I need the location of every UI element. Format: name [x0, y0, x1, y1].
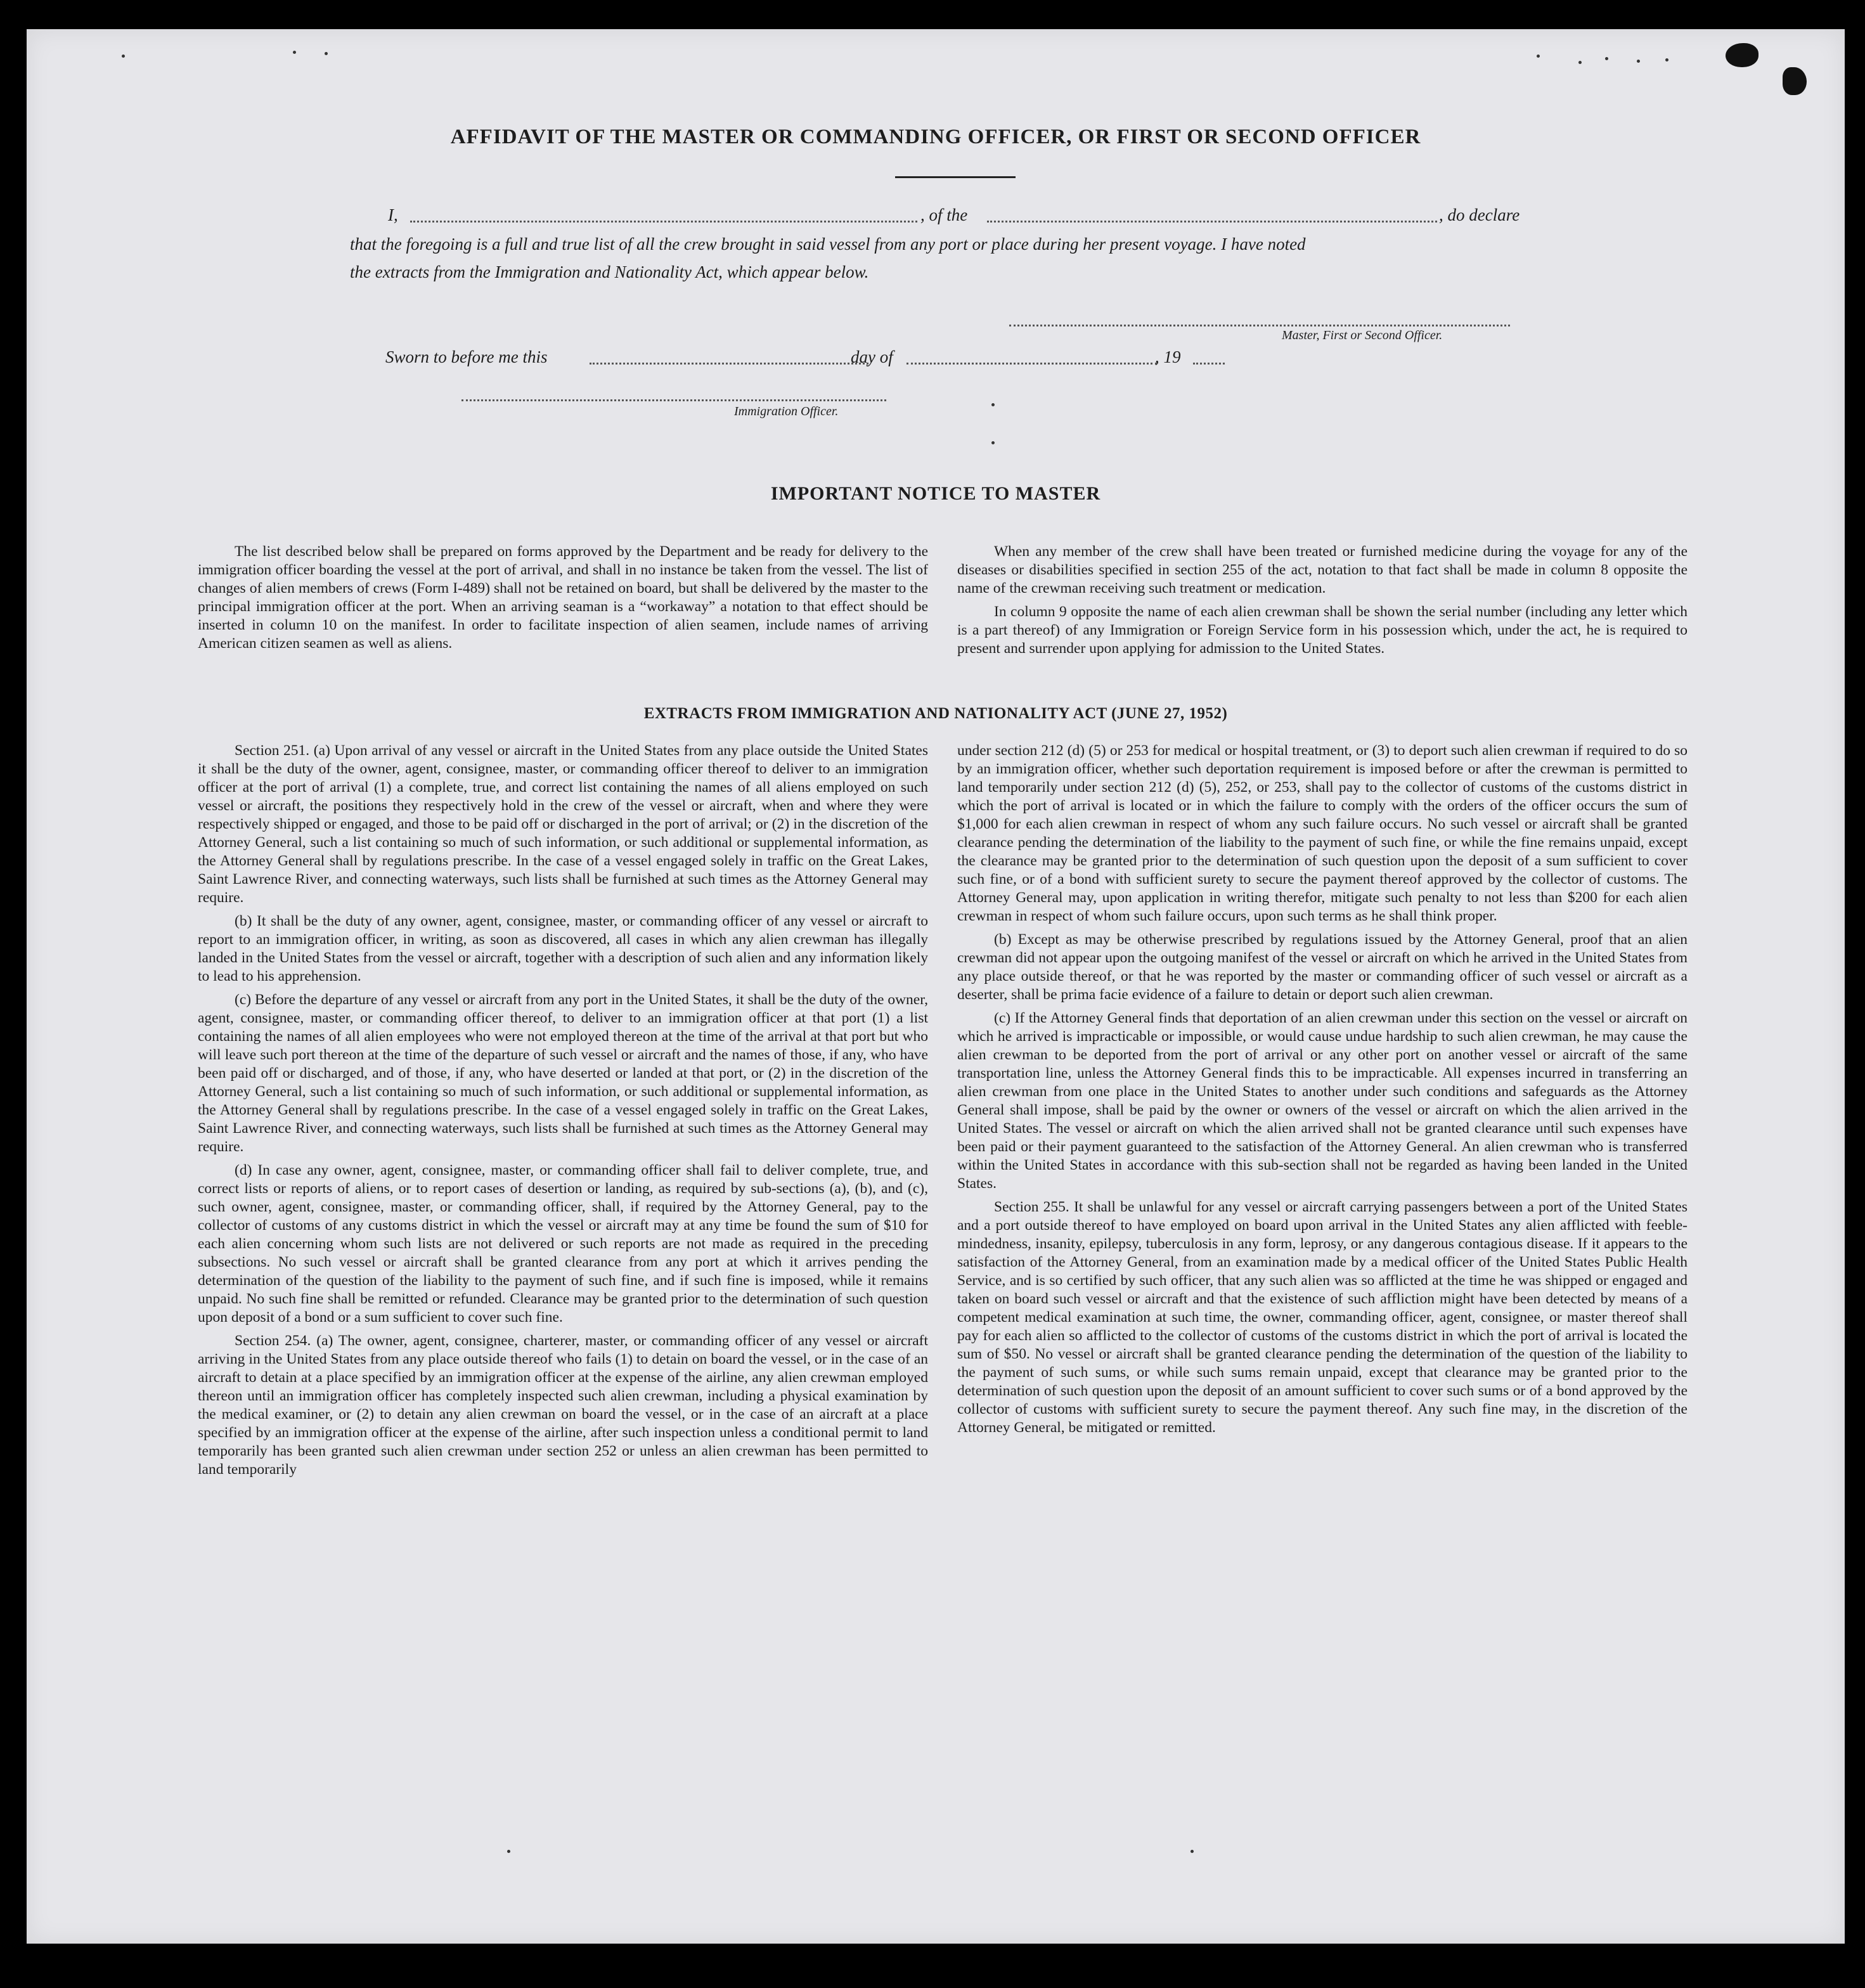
affidavit-line2: that the foregoing is a full and true list of all the crew brought in said vessel from any port or place during her present voyage. I have noted — [350, 235, 1306, 254]
affidavit-title: AFFIDAVIT OF THE MASTER OR COMMANDING OFFICER, OR FIRST OR SECOND OFFICER — [450, 126, 1421, 148]
speck — [325, 52, 328, 55]
notice-title: IMPORTANT NOTICE TO MASTER — [770, 483, 1101, 504]
ink-blot-right — [1783, 67, 1807, 95]
speck — [507, 1850, 510, 1853]
speck — [1605, 57, 1608, 60]
section-254-a-continued: under section 212 (d) (5) or 253 for medical or hospital treatment, or (3) to deport such alien crewman if required to do so by an immigration officer, whether such deportation requirement is imposed before or after the crewman is permitted to land temporarily under section 212 (d) (5), 252, or 253, shall pay to the collector of customs of the customs district in which the port of arrival is located or in which the failure to comply with the orders of the officer occurs the sum of $1,000 for each alien crewman in respect of whom any such failure occurs. No such vessel or aircraft shall be granted clearance pending the determination of the liability to the payment of such fine, or while the fine remains unpaid, except the clearance may be granted prior to the determination of such question upon the deposit of a sum sufficient to cover such fine, or of a bond with sufficient surety to secure the payment thereof approved by the collector of customs. The Attorney General may, upon application in writing therefor, mitigate such penalty to not less than $200 for each alien crewman in respect of whom such failure occurs, upon such terms as he shall think proper. — [957, 742, 1688, 924]
speck — [1665, 58, 1668, 61]
document-page — [27, 29, 1845, 1944]
section-251-a: Section 251. (a) Upon arrival of any vessel or aircraft in the United States from any place outside the United States it shall be the duty of the owner, agent, consignee, master, or commanding officer thereof to deliver to an immigration officer at the port of arrival (1) a complete, true, and correct list containing the names of all aliens employed on such vessel or aircraft, the positions they respectively hold in the crew of the vessel or aircraft, when and where they were respectively shipped or engaged, and those to be paid off or discharged in the port of arrival; or (2) in the discretion of the Attorney General, such a list containing so much of such information, or such additional or supplemental information, as the Attorney General shall by regulations prescribe. In the case of a vessel engaged solely in traffic on the Great Lakes, Saint Lawrence River, and connecting waterways, such lists shall be furnished at such times as the Attorney General may require. — [198, 742, 928, 906]
speck — [991, 403, 995, 406]
speck — [1537, 55, 1540, 58]
section-251-d: (d) In case any owner, agent, consignee, master, or commanding officer shall fail to deliver complete, true, and correct lists or reports of aliens, or to report cases of desertion or landing, as required by sub-sections (a), (b), and (c), such owner, agent, consignee, master, or commanding officer, shall, if required by the Attorney General, pay to the collector of customs of any customs district in which the vessel or aircraft may at any time be found the sum of $10 for each alien concerning whom such lists are not delivered or such reports are not made as required in the preceding subsections. No such vessel or aircraft shall be granted clearance from any port at which it arrives pending the determination of the question of the liability to the payment of such fine, and if such fine is imposed, while it remains unpaid. No such fine shall be remitted or refunded. Clearance may be granted prior to the determination of such question upon deposit of a bond or a sum sufficient to cover such fine. — [198, 1162, 928, 1326]
extracts-title: EXTRACTS FROM IMMIGRATION AND NATIONALITY ACT (JUNE 27, 1952) — [643, 705, 1228, 722]
immigration-officer-signature-field[interactable] — [461, 399, 886, 401]
immigration-officer-caption: Immigration Officer. — [734, 404, 839, 418]
section-251-c: (c) Before the departure of any vessel or aircraft from any port in the United States, it shall be the duty of the owner, agent, consignee, master, or commanding officer thereof, to deliver to an immigration officer at that port (1) a list containing the names of all alien employees who were not employed thereon at the time of the arrival at that port but who will leave such port thereon at the time of the departure of such vessel or aircraft and the names of those, if any, who have been paid off or discharged, and of those, if any, who have deserted or landed at that port, or (2) in the discretion of the Attorney General, such a list containing so much of such information, or such additional or supplemental information, as the Attorney General shall by regulations prescribe. In the case of a vessel engaged solely in traffic on the Great Lakes, Saint Lawrence River, and connecting waterways, such lists shall be furnished at such times as the Attorney General may require. — [198, 991, 928, 1155]
section-254-c: (c) If the Attorney General finds that deportation of an alien crewman under this section on the vessel or aircraft on which he arrived is impracticable or impossible, or would cause undue hardship to such alien crewman, he may cause the alien crewman to be deported from the port of arrival or any other port on another vessel or aircraft of the same transportation line, unless the Attorney General finds this to be impracticable. All expenses incurred in transferring an alien crewman from one place in the United States to another under such conditions and safeguards as the Attorney General shall impose, shall be paid by the owner or owners of the vessel or aircraft on which the alien arrived in the United States. The vessel or aircraft on which the alien arrived shall not be granted clearance until such expenses have been paid or their payment guaranteed to the satisfaction of the Attorney General. An alien crewman who is transferred within the United States in accordance with this sub-section shall not be regarded as having been landed in the United States. — [957, 1010, 1688, 1192]
speck — [991, 441, 995, 444]
sworn-prefix: Sworn to before me this — [385, 347, 548, 366]
section-254-a: Section 254. (a) The owner, agent, consignee, charterer, master, or commanding officer of any vessel or aircraft arriving in the United States from any place outside thereof who fails (1) to detain on board the vessel, or in the case of an aircraft to detain at a place specified by an immigration officer at the expense of the airline, any alien crewman employed thereon until an immigration officer has completely inspected such alien crewman, including a physical examination by the medical examiner, or (2) to detain any alien crewman on board the vessel, or in the case of an aircraft at a place specified by an immigration officer at the expense of the airline, after such inspection unless a conditional permit to land temporarily has been granted such alien crewman under section 252 or unless an alien crewman has been permitted to land temporarily — [198, 1333, 928, 1478]
sworn-day-label: day of — [851, 347, 893, 366]
title-divider — [895, 176, 1016, 178]
sworn-day-field[interactable] — [590, 363, 868, 365]
affidavit-line1-start: I, — [388, 205, 398, 224]
ink-blot-top — [1726, 43, 1759, 67]
master-signature-field[interactable] — [1009, 325, 1510, 326]
notice-right-column — [957, 543, 1688, 663]
notice-right-paragraph-2: In column 9 opposite the name of each alien crewman shall be shown the serial number (including any letter which is a part thereof) of any Immigration or Foreign Service form in his possession which, under the act, he is required to present and surrender upon applying for admission to the United States. — [957, 604, 1688, 657]
section-251-b: (b) It shall be the duty of any owner, agent, consignee, master, or commanding officer of any vessel or aircraft to report to an immigration officer, in writing, as soon as discovered, all cases in which any alien crewman has illegally landed in the United States from the vessel or aircraft, together with a description of such alien and any information likely to lead to his apprehension. — [198, 913, 928, 984]
notice-left-column — [198, 543, 928, 658]
affidavit-line1-end: , do declare — [1439, 205, 1520, 224]
affidavit-line1-mid: , of the — [920, 205, 968, 224]
notice-left-paragraph: The list described below shall be prepared on forms approved by the Department and be ready for delivery to the immigration officer boarding the vessel at the port of arrival, and shall in no instance be taken from the vessel. The list of changes of alien members of crews (Form I-489) shall not be retained on board, but shall be delivered by the master to the principal immigration officer at the port. When an arriving seaman is a “workaway” a notation to that effect should be inserted in column 10 on the manifest. In order to facilitate inspection of alien seamen, include names of arriving American citizen seamen as well as aliens. — [198, 543, 928, 652]
affidavit-line3: the extracts from the Immigration and Nationality Act, which appear below. — [350, 262, 869, 281]
speck — [1191, 1850, 1194, 1853]
sworn-month-field[interactable] — [907, 363, 1157, 365]
sworn-year-label: , 19 — [1155, 347, 1181, 366]
extracts-right-column — [957, 742, 1688, 1442]
speck — [1578, 61, 1582, 64]
speck — [293, 51, 296, 54]
extracts-left-column — [198, 742, 928, 1484]
master-signature-caption: Master, First or Second Officer. — [1282, 328, 1443, 342]
sworn-year-field[interactable] — [1193, 363, 1225, 365]
vessel-name-field[interactable] — [987, 221, 1437, 223]
speck — [1637, 60, 1640, 63]
speck — [122, 55, 125, 58]
section-255: Section 255. It shall be unlawful for any vessel or aircraft carrying passengers between a port of the United States and a port outside thereof to have employed on board upon arrival in the United States any alien afflicted with feeble-mindedness, insanity, epilepsy, tuberculosis in any form, leprosy, or any dangerous contagious disease. If it appears to the satisfaction of the Attorney General, from an examination made by a medical officer of the United States Public Health Service, and is so certified by such officer, that any such alien was so afflicted at the time he was shipped or engaged and taken on board such vessel or aircraft and that the existence of such affliction might have been detected by means of a competent medical examination at such time, the owner, commanding officer, agent, consignee, or master thereof shall pay for each alien so afflicted to the collector of customs of the customs district in which the port of arrival is located the sum of $50. No vessel or aircraft shall be granted clearance pending the determination of the question of the liability to the payment of such sums, or while such sums remain unpaid, except that clearance may be granted prior to the determination of such question upon the deposit of an amount sufficient to cover such sums or of a bond approved by the collector of customs with sufficient surety to secure the payment thereof. Any such fine may, in the discretion of the Attorney General, be mitigated or remitted. — [957, 1199, 1688, 1436]
section-254-b: (b) Except as may be otherwise prescribed by regulations issued by the Attorney General, proof that an alien crewman did not appear upon the outgoing manifest of the vessel or aircraft on which he arrived in the United States from any place outside thereof, or that he was reported by the master or commanding officer of such vessel or aircraft as a deserter, shall be prima facie evidence of a failure to detain or deport such alien crewman. — [957, 931, 1688, 1003]
notice-right-paragraph-1: When any member of the crew shall have been treated or furnished medicine during the voyage for any of the diseases or disabilities specified in section 255 of the act, notation to that fact shall be made in column 8 opposite the name of the crewman receiving such treatment or medication. — [957, 543, 1688, 597]
declarant-name-field[interactable] — [410, 221, 917, 223]
